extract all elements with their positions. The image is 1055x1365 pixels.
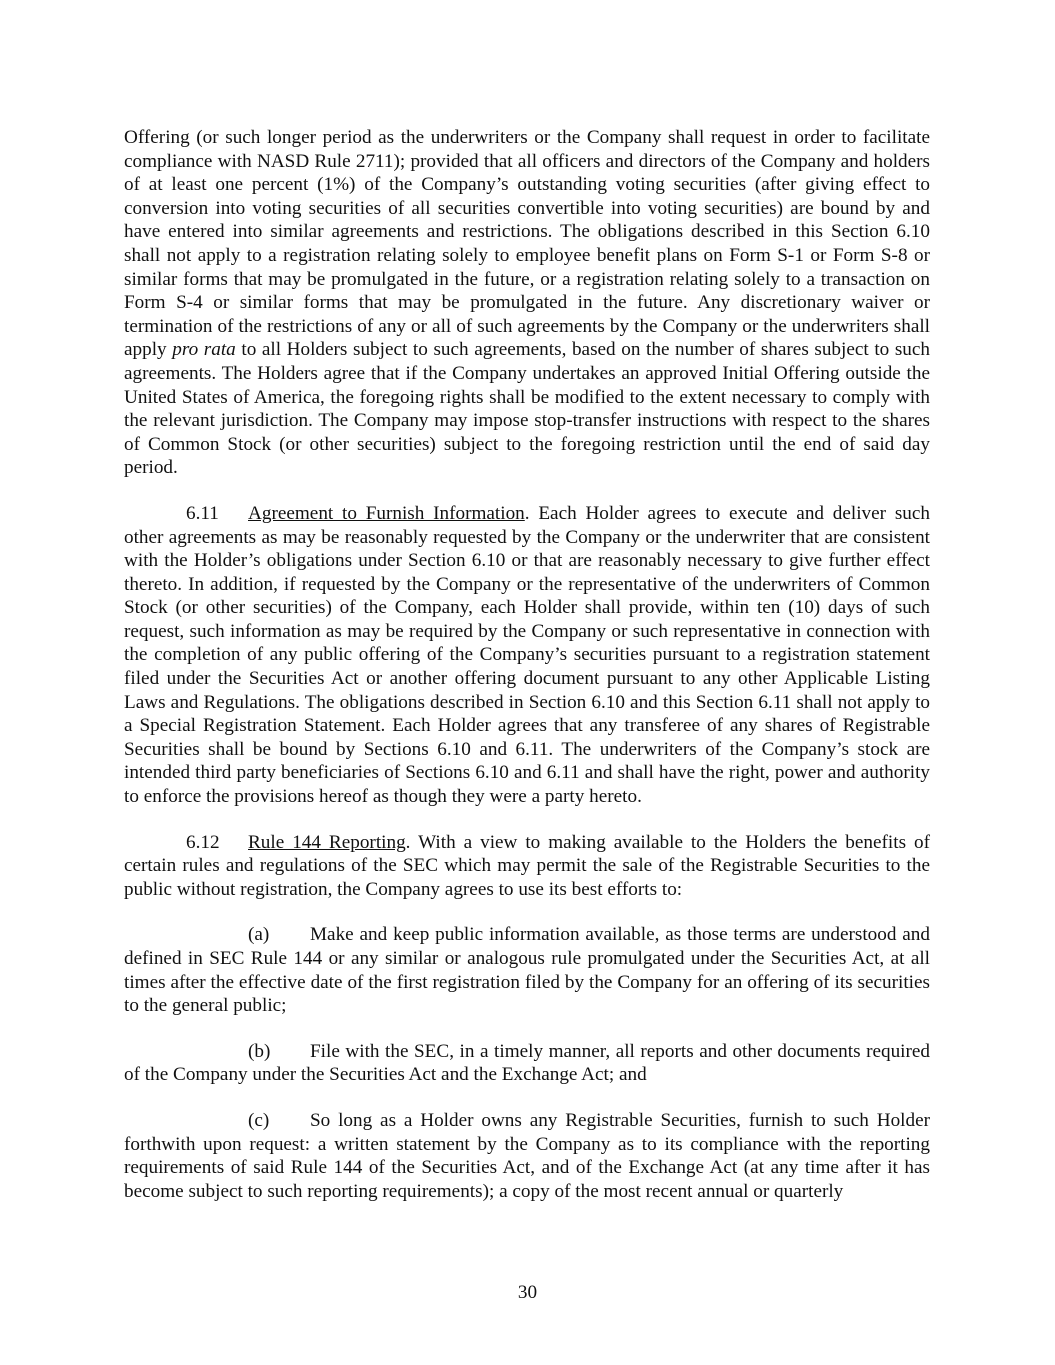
section-heading: Agreement to Furnish Information xyxy=(248,502,525,524)
pro-rata-term: pro rata xyxy=(172,339,236,361)
section-number: 6.12 xyxy=(186,831,220,853)
page-number: 30 xyxy=(517,1282,538,1303)
paragraph-text: to all Holders subject to such agreements, based on the number of shares subject to such agreements. The Holders agree that if the Company undertakes an approved Initial Offering outside the United States of America, the foregoing rights shall be modified to the extent necessary to comply with the relevant jurisdiction. The Company may impose stop-transfer instructions with respect to the shares of Common Stock (or other securities) subject to the foregoing restriction until the end of said day period. xyxy=(124,339,931,479)
item-text: Make and keep public information available, as those terms are understood and defined in SEC Rule 144 or any similar or analogous rule promulgated under the Securities Act, at all times after the effective date of the first registration filed by the Company for an offering of its securities to the general public; xyxy=(124,924,930,1017)
item-text: File with the SEC, in a timely manner, all reports and other documents required of the Company under the Securities Act and the Exchange Act; and xyxy=(124,1040,930,1086)
list-item-b xyxy=(124,1040,930,1087)
item-label: (b) xyxy=(248,1040,271,1062)
item-text: So long as a Holder owns any Registrable Securities, furnish to such Holder forthwith upon request: a written statement by the Company as to its compliance with the reporting requirements of said Rule 144 of the Securities Act, and of the Exchange Act (at any time after it has become subject to such reporting requirements); a copy of the most recent annual or quarterly xyxy=(124,1109,930,1202)
paragraph-6-10-continuation xyxy=(124,126,930,480)
document-page xyxy=(124,126,930,1223)
section-heading: Rule 144 Reporting xyxy=(248,831,406,853)
section-6-11 xyxy=(124,502,930,809)
list-item-c xyxy=(124,1109,930,1203)
item-label: (a) xyxy=(248,924,270,946)
item-label: (c) xyxy=(248,1109,270,1131)
section-6-12 xyxy=(124,831,930,902)
section-body: . With a view to making available to the Holders the benefits of certain rules and regulations of the SEC which may permit the sale of the Registrable Securities to the public without registration, the Company agrees to use its best efforts to: xyxy=(124,831,930,900)
paragraph-text: Offering (or such longer period as the underwriters or the Company shall request in order to facilitate compliance with NASD Rule 2711); provided that all officers and directors of the Company and holders of at least one percent (1%) of the Company’s outstanding voting securities (after giving effect to conversion into voting securities of all securities convertible into voting securities) are bound by and have entered into similar agreements and restrictions. The obligations described in this Section 6.10 shall not apply to a registration relating solely to employee benefit plans on Form S-1 or Form S-8 or similar forms that may be promulgated in the future, or a registration relating solely to a transaction on Form S-4 or similar forms that may be promulgated in the future. Any discretionary waiver or termination of the restrictions of any or all of such agreements by the Company or the underwriters shall apply xyxy=(124,127,930,361)
section-number: 6.11 xyxy=(186,502,219,524)
section-body: . Each Holder agrees to execute and deliver such other agreements as may be reasonably requested by the Company or the underwriter that are consistent with the Holder’s obligations under Section 6.10 or that are reasonably necessary to give further effect thereto. In addition, if requested by the Company or the representative of the underwriters of Common Stock (or other securities) of the Company, each Holder shall provide, within ten (10) days of such request, such information as may be required by the Company or such representative in connection with the completion of any public offering of the Company’s securities pursuant to a registration statement filed under the Securities Act or another offering document pursuant to any other Applicable Listing Laws and Regulations. The obligations described in Section 6.10 and this Section 6.11 shall not apply to a Special Registration Statement. Each Holder agrees that any transferee of any shares of Registrable Securities shall be bound by Sections 6.10 and 6.11. The underwriters of the Company’s stock are intended third party beneficiaries of Sections 6.10 and 6.11 and shall have the right, power and authority to enforce the provisions hereof as though they were a party hereto. xyxy=(124,502,930,808)
list-item-a xyxy=(124,923,930,1017)
